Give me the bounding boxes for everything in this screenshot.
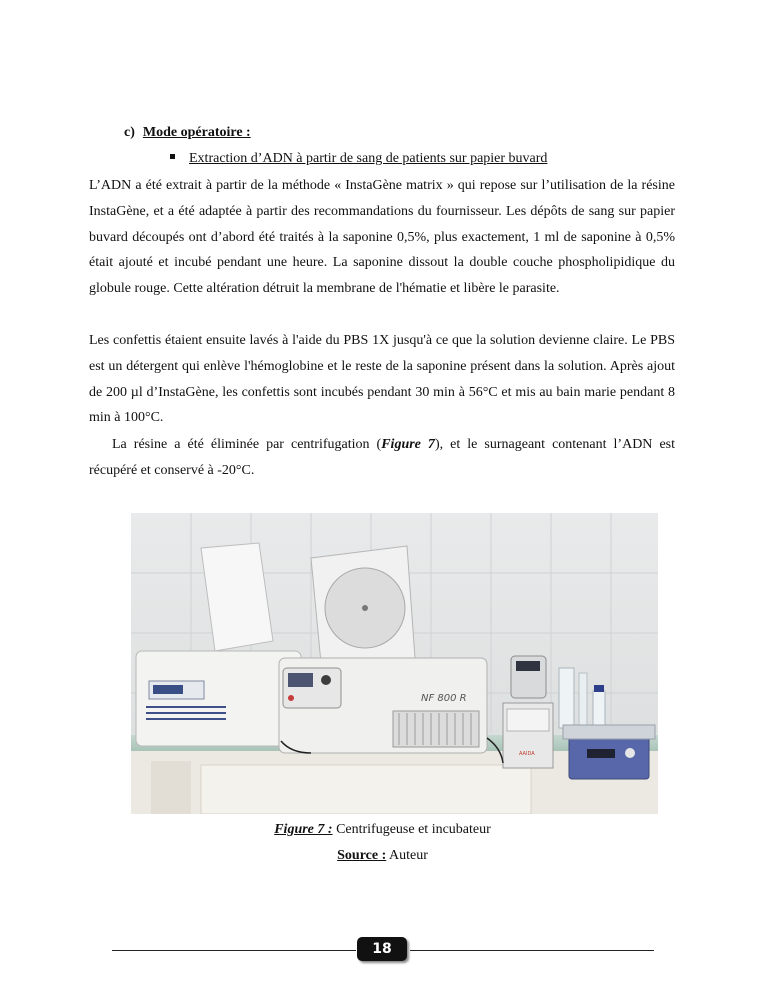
section-title: Mode opératoire : — [142, 125, 251, 140]
paragraph-3-start: La résine a été éliminée par centrifugation ( — [112, 437, 382, 452]
device-label: NF 800 R — [421, 693, 467, 704]
figure-source — [0, 848, 765, 864]
square-bullet-icon — [170, 154, 175, 159]
footer-rule-left — [112, 950, 356, 951]
page-number: 18 — [357, 937, 407, 961]
figure-caption-text: Centrifugeuse et incubateur — [332, 822, 491, 837]
footer-rule-right — [410, 950, 654, 951]
paragraph-3 — [89, 432, 675, 484]
figure-caption-label: Figure 7 : — [274, 822, 333, 837]
figure-reference: Figure 7 — [381, 437, 435, 452]
figure-source-label: Source : — [337, 848, 387, 863]
section-heading — [124, 125, 251, 141]
subsection-title: Extraction d’ADN à partir de sang de patients sur papier buvard — [189, 151, 548, 166]
paragraph-1: L’ADN a été extrait à partir de la méthode « InstaGène matrix » qui repose sur l’utilisation de la résine InstaGène, et a été adaptée à partir des recommandations du fournisseur. Les dépôts de sang sur papier buvard découpés ont d’abord été traités à la saponine 0,5%, plus exactement, 1 ml de saponine à 0,5% était ajouté et incubé pendant une heure. La saponine dissout la double couche phospholipidique du globule rouge. Cette altération détruit la membrane de l'hématie et libère le parasite. — [89, 178, 675, 297]
paragraph-2: Les confettis étaient ensuite lavés à l'aide du PBS 1X jusqu'à ce que la solution devienne claire. Le PBS est un détergent qui enlève l'hémoglobine et le reste de la saponine présent dans la solution. Après ajout de 200 µl d’InstaGène, les confettis sont incubés pendant 30 min à 56°C et mis au bain marie pendant 8 min à 100°C. — [89, 333, 675, 426]
figure-source-text: Auteur — [386, 848, 428, 863]
paragraph-3-end: ), et le surnageant contenant l’ADN est récupéré et conservé à -20°C. — [89, 437, 675, 478]
figure-photo — [131, 513, 658, 814]
svg-text:AAIDA: AAIDA — [519, 751, 535, 757]
figure-caption — [0, 822, 765, 838]
section-label: c) — [124, 125, 135, 140]
subsection-heading — [170, 151, 547, 167]
